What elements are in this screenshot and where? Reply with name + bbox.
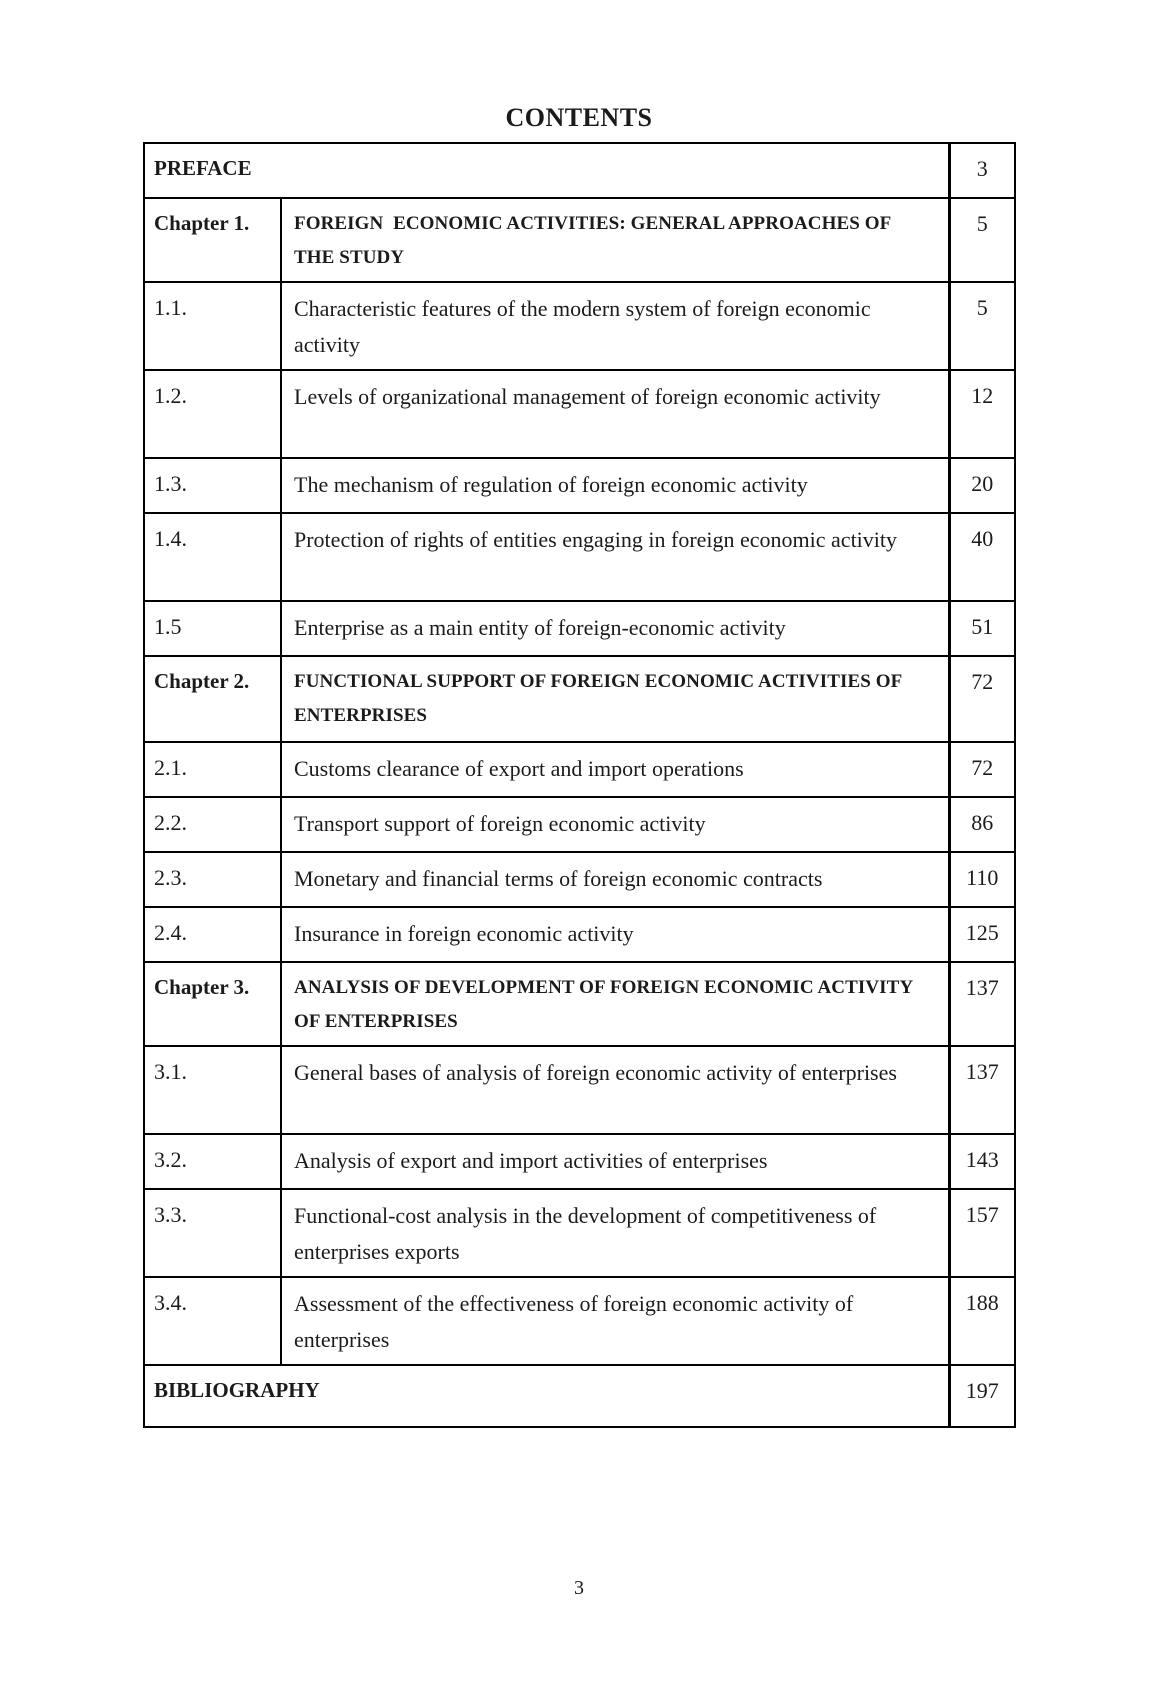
row-title: Protection of rights of entities engaging in foreign economic activity — [294, 527, 898, 552]
row-title: Monetary and financial terms of foreign economic contracts — [294, 866, 823, 891]
row-title: The mechanism of regulation of foreign economic activity — [294, 472, 808, 497]
row-label: 2.1. — [154, 755, 187, 780]
row-label: Chapter 3. — [154, 975, 250, 999]
row-page-number: 188 — [949, 1277, 1015, 1365]
document-page — [0, 102, 1158, 1685]
row-label: 1.2. — [154, 383, 187, 408]
toc-row-1-3 — [144, 458, 1015, 513]
toc-row-3-4 — [144, 1277, 1015, 1365]
row-label: 3.3. — [154, 1202, 187, 1227]
row-title: Assessment of the effectiveness of foreign economic activity of enterprises — [294, 1291, 859, 1352]
row-title: FUNCTIONAL SUPPORT OF FOREIGN ECONOMIC ACTIVITIES OF ENTERPRISES — [294, 671, 907, 726]
row-label: Chapter 1. — [154, 211, 250, 235]
contents-table — [143, 142, 1016, 1428]
row-label: 1.3. — [154, 471, 187, 496]
toc-row-2-3 — [144, 852, 1015, 907]
toc-row-1-5 — [144, 601, 1015, 656]
toc-row-3-2 — [144, 1134, 1015, 1189]
row-page-number: 72 — [949, 656, 1015, 742]
toc-row-1-1 — [144, 282, 1015, 370]
row-page-number: 3 — [949, 143, 1015, 198]
page-title: CONTENTS — [505, 103, 653, 132]
page-number-footer: 3 — [574, 1577, 584, 1599]
row-label: 1.5 — [154, 614, 182, 639]
toc-row-2-1 — [144, 742, 1015, 797]
row-page-number: 110 — [949, 852, 1015, 907]
row-title: Analysis of export and import activities of enterprises — [294, 1148, 768, 1173]
row-page-number: 157 — [949, 1189, 1015, 1277]
row-label: 3.1. — [154, 1059, 187, 1084]
row-title: Insurance in foreign economic activity — [294, 921, 634, 946]
row-page-number: 12 — [949, 370, 1015, 458]
row-label: 2.4. — [154, 920, 187, 945]
row-label: PREFACE — [154, 156, 252, 180]
row-title: Customs clearance of export and import operations — [294, 756, 744, 781]
row-page-number: 143 — [949, 1134, 1015, 1189]
row-page-number: 86 — [949, 797, 1015, 852]
row-title: Enterprise as a main entity of foreign-economic activity — [294, 615, 786, 640]
row-title: FOREIGN ECONOMIC ACTIVITIES: GENERAL APPROACHES OF THE STUDY — [294, 213, 896, 268]
toc-row-chapter-3 — [144, 962, 1015, 1046]
row-title: General bases of analysis of foreign economic activity of enterprises — [294, 1060, 897, 1085]
row-label: 2.3. — [154, 865, 187, 890]
row-label: Chapter 2. — [154, 669, 250, 693]
row-page-number: 51 — [949, 601, 1015, 656]
row-title: Transport support of foreign economic activity — [294, 811, 706, 836]
toc-row-2-4 — [144, 907, 1015, 962]
row-title: Characteristic features of the modern system of foreign economic activity — [294, 296, 877, 357]
row-page-number: 5 — [949, 198, 1015, 282]
row-title: Functional-cost analysis in the development of competitiveness of enterprises exports — [294, 1203, 882, 1264]
row-label: 1.1. — [154, 295, 187, 320]
toc-row-chapter-2 — [144, 656, 1015, 742]
row-label: 1.4. — [154, 526, 187, 551]
row-page-number: 125 — [949, 907, 1015, 962]
row-page-number: 137 — [949, 1046, 1015, 1134]
row-page-number: 72 — [949, 742, 1015, 797]
row-page-number: 20 — [949, 458, 1015, 513]
row-label: 3.4. — [154, 1290, 187, 1315]
row-page-number: 40 — [949, 513, 1015, 601]
row-page-number: 5 — [949, 282, 1015, 370]
toc-row-3-1 — [144, 1046, 1015, 1134]
toc-row-3-3 — [144, 1189, 1015, 1277]
toc-row-preface — [144, 143, 1015, 198]
row-label: 2.2. — [154, 810, 187, 835]
toc-row-bibliography — [144, 1365, 1015, 1427]
row-label: BIBLIOGRAPHY — [154, 1378, 320, 1402]
toc-row-1-2 — [144, 370, 1015, 458]
row-page-number: 197 — [949, 1365, 1015, 1427]
toc-row-2-2 — [144, 797, 1015, 852]
row-title: ANALYSIS OF DEVELOPMENT OF FOREIGN ECONOMIC ACTIVITY OF ENTERPRISES — [294, 977, 918, 1032]
toc-row-chapter-1 — [144, 198, 1015, 282]
toc-row-1-4 — [144, 513, 1015, 601]
row-title: Levels of organizational management of foreign economic activity — [294, 384, 881, 409]
row-page-number: 137 — [949, 962, 1015, 1046]
row-label: 3.2. — [154, 1147, 187, 1172]
